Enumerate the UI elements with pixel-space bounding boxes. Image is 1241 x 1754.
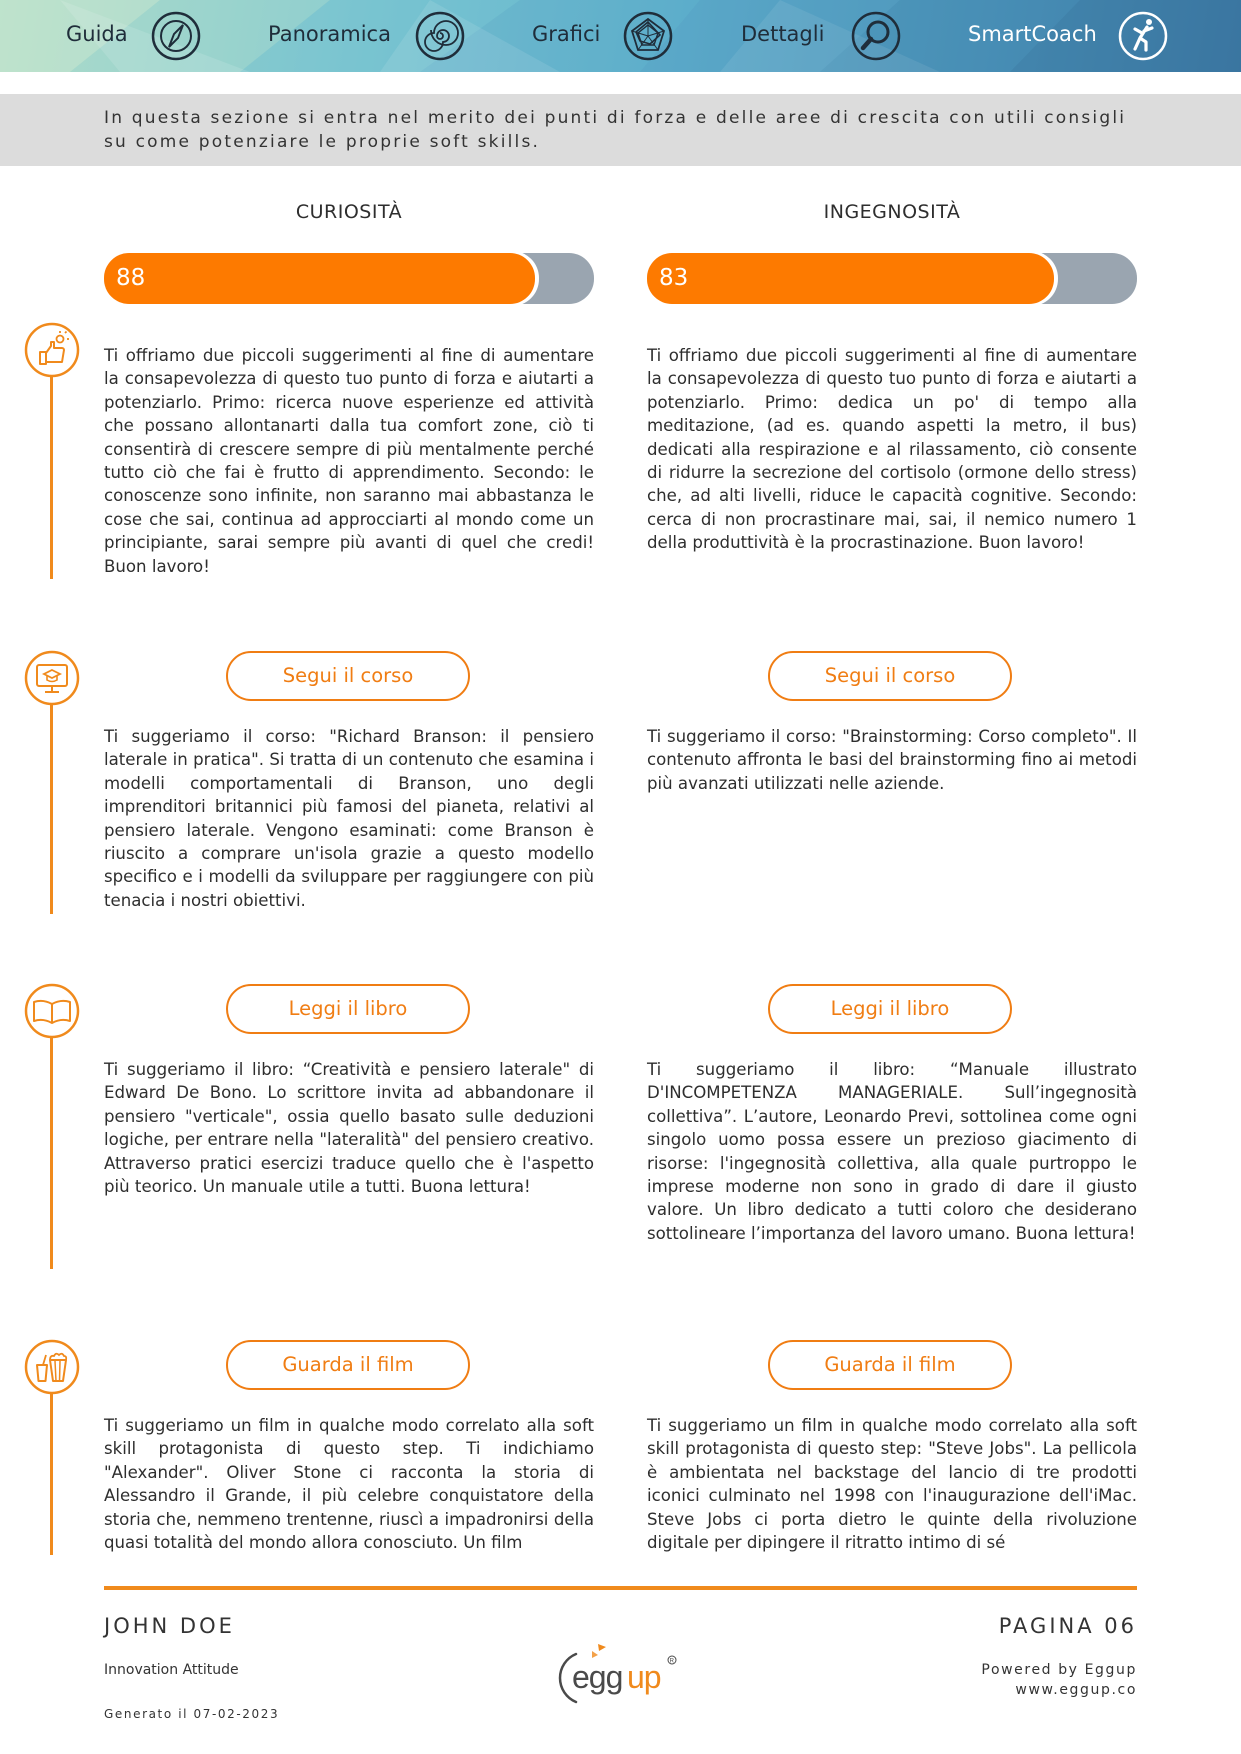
score-bar-fill [647, 253, 1054, 304]
score-value: 83 [659, 265, 689, 291]
timeline-line-course [50, 704, 53, 914]
stretching-person-icon [1118, 11, 1168, 61]
nav-label-panoramica: Panoramica [268, 22, 391, 46]
thumbs-up-idea-icon [24, 322, 80, 378]
score-bar [104, 253, 594, 304]
skill-title: INGEGNOSITÀ [823, 201, 961, 223]
nav-label-dettagli: Dettagli [741, 22, 825, 46]
watch-film-button[interactable]: Guarda il film [768, 1340, 1012, 1390]
skill-title: CURIOSITÀ [295, 201, 403, 223]
score-bar-fill [104, 253, 535, 304]
svg-text:R: R [669, 1658, 674, 1665]
svg-text:egg: egg [572, 1659, 623, 1695]
footer-generated-date: Generato il 07-02-2023 [104, 1707, 280, 1721]
magnifier-icon [851, 11, 901, 61]
footer-powered-by: Powered by Eggup [981, 1662, 1137, 1678]
radar-chart-icon [623, 11, 673, 61]
book-text: Ti suggeriamo il libro: “Creatività e pensiero laterale" di Edward De Bono. Lo scrittore invita ad abbandonare il pensiero "verticale", ossia quello basato sulle deduzioni logiche, per entrare nella "lateralità" del pensiero creativo. Attraverso pratici esercizi traduce quello che è l'aspetto più teorico. Un manuale utile a tutti. Buona lettura! [104, 1060, 594, 1197]
footer-report-type: Innovation Attitude [104, 1662, 239, 1678]
open-book-icon [24, 983, 80, 1039]
timeline-line-film [50, 1393, 53, 1555]
section-intro [0, 94, 1241, 166]
intro-text: In questa sezione si entra nel merito dei punti di forza e delle aree di crescita con utili consigli su come potenziare le proprie soft skills. [104, 108, 1127, 152]
film-text: Ti suggeriamo un film in qualche modo correlato alla soft skill protagonista di questo step: "Steve Jobs". La pellicola è ambientata nel backstage del lancio di tre prodotti iconici culminato nel 1998 con l'inaugurazione dell'iMac. Steve Jobs ci porta dietro le quinte della rivoluzione digitale per dipingere il ritratto intimo di sé [647, 1416, 1137, 1553]
footer-user-name: JOHN DOE [104, 1614, 235, 1638]
popcorn-drink-icon [24, 1339, 80, 1395]
compass-icon [151, 11, 201, 61]
watch-film-button[interactable]: Guarda il film [226, 1340, 470, 1390]
course-text: Ti suggeriamo il corso: "Brainstorming: Corso completo". Il contenuto affronta le basi del brainstorming fino ai metodi più avanzati utilizzati nelle aziende. [647, 727, 1137, 793]
tips-text: Ti offriamo due piccoli suggerimenti al fine di aumentare la consapevolezza di questo tuo punto di forza e aiutarti a potenziarlo. Primo: dedica un po' di tempo alla meditazione, (ad es. quando aspetti la metro, il bus) dedicati alla respirazione e al rilassamento, ciò consente di ridurre la secrezione del cortisolo (ormone dello stress) che, ad alti livelli, riduce le capacità cognitive. Secondo: cerca di non procrastinare mai, sai, il nemico numero 1 della produttività è la procrastinazione. Buon lavoro! [647, 346, 1137, 553]
follow-course-button[interactable]: Segui il corso [768, 651, 1012, 701]
timeline-line-book [50, 1037, 53, 1269]
read-book-button[interactable]: Leggi il libro [768, 984, 1012, 1034]
spiral-icon [415, 11, 465, 61]
footer-page-number: PAGINA 06 [998, 1614, 1137, 1638]
nav-label-smartcoach: SmartCoach [968, 22, 1097, 46]
follow-course-button[interactable]: Segui il corso [226, 651, 470, 701]
nav-label-grafici: Grafici [532, 22, 601, 46]
book-text: Ti suggeriamo il libro: “Manuale illustrato D'INCOMPETENZA MANAGERIALE. Sull’ingegnosità collettiva”. L’autore, Leonardo Previ, sottolinea come ogni singolo uomo possa essere un prezioso giacimento di risorse: l'ingegnosità collettiva, alla quale purtroppo le imprese moderne non sono in grado di dare il giusto valore. Un libro dedicato a tutti coloro che desiderano sottolineare l’importanza del lavoro umano. Buona lettura! [647, 1060, 1137, 1243]
footer-divider [104, 1586, 1137, 1590]
tips-text: Ti offriamo due piccoli suggerimenti al fine di aumentare la consapevolezza di questo tuo punto di forza e aiutarti a potenziarlo. Primo: ricerca nuove esperienze ed attività che possano allontanarti dalla tua comfort zone, ciò ti consentirà di crescere sempre di più mentalmente perché tutto ciò che fai è frutto di apprendimento. Secondo: le conoscenze sono infinite, non saranno mai abbastanza le cose che sai, continua ad approcciarti al mondo come un principiante, sarai sempre più avanti di quel che credi! Buon lavoro! [104, 346, 594, 576]
score-value: 88 [116, 265, 146, 291]
read-book-button[interactable]: Leggi il libro [226, 984, 470, 1034]
film-text: Ti suggeriamo un film in qualche modo correlato alla soft skill protagonista di questo step. Ti indichiamo "Alexander". Oliver Stone ci racconta la storia di Alessandro il Grande, il più celebre conquistatore della storia che, nemmeno trentenne, riuscì a impadronirsi della quasi totalità del mondo allora conosciuto. Un film [104, 1416, 594, 1553]
course-text: Ti suggeriamo il corso: "Richard Branson: il pensiero laterale in pratica". Si tratta di un contenuto che esamina i modelli comportamentali di Branson, uno degli imprenditori britannici più famosi del pianeta, relativi al pensiero laterale. Vengono esaminati: come Branson è riuscito a comprare un'isola grazie a questo modello specifico e i modelli da sviluppare per raggiungere con più tenacia i nostri obiettivi. [104, 727, 594, 910]
footer-website[interactable]: www.eggup.co [1015, 1682, 1137, 1698]
online-course-icon [24, 650, 80, 706]
eggup-logo [558, 1640, 682, 1708]
timeline-line-tips [50, 357, 53, 579]
nav-label-guida: Guida [66, 22, 128, 46]
score-bar [647, 253, 1137, 304]
top-navigation [0, 0, 1241, 72]
svg-text:up: up [627, 1659, 661, 1695]
